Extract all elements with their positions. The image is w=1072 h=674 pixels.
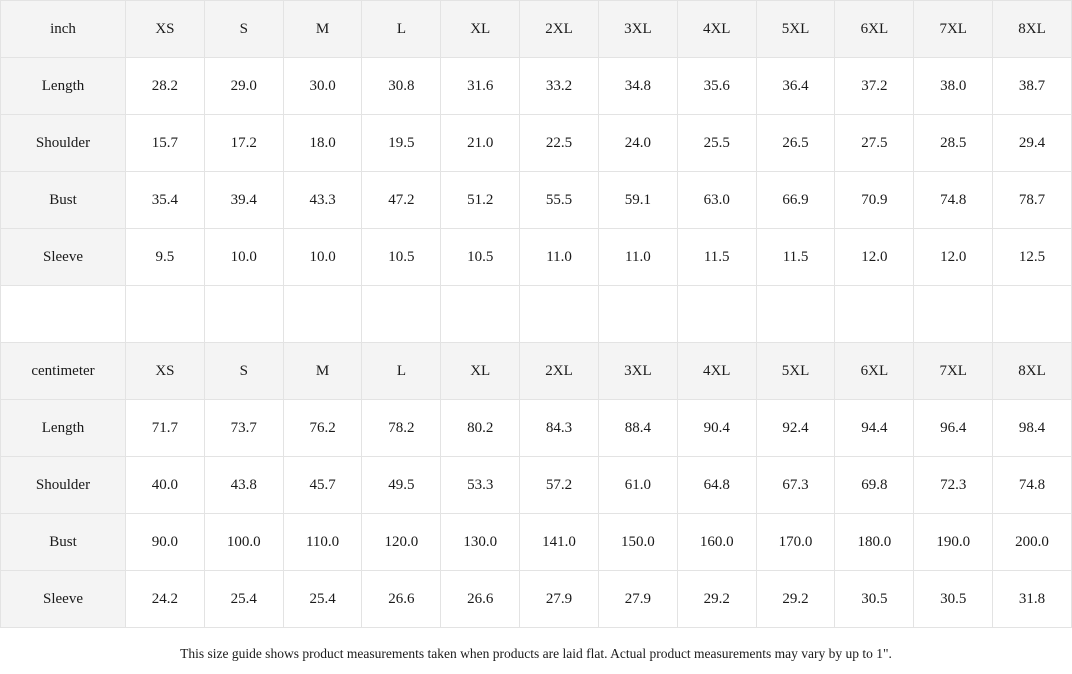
cell: 12.5 xyxy=(993,229,1072,286)
cell: 27.9 xyxy=(598,571,677,628)
cell: 110.0 xyxy=(283,514,362,571)
cell: 34.8 xyxy=(598,58,677,115)
cell: 90.4 xyxy=(677,400,756,457)
cell: 170.0 xyxy=(756,514,835,571)
cell: 190.0 xyxy=(914,514,993,571)
cell: 30.0 xyxy=(283,58,362,115)
cell: 78.7 xyxy=(993,172,1072,229)
cell: 59.1 xyxy=(598,172,677,229)
cell: 30.8 xyxy=(362,58,441,115)
cm-size-header: 2XL xyxy=(520,343,599,400)
cell: 74.8 xyxy=(914,172,993,229)
row-label: Bust xyxy=(1,172,126,229)
cell: 29.4 xyxy=(993,115,1072,172)
cell: 11.0 xyxy=(520,229,599,286)
cell: 49.5 xyxy=(362,457,441,514)
cell: 11.5 xyxy=(756,229,835,286)
cell: 29.2 xyxy=(756,571,835,628)
cell: 36.4 xyxy=(756,58,835,115)
cm-size-header: M xyxy=(283,343,362,400)
cell: 200.0 xyxy=(993,514,1072,571)
cell: 30.5 xyxy=(914,571,993,628)
cell: 29.0 xyxy=(204,58,283,115)
cell: 22.5 xyxy=(520,115,599,172)
section-spacer-row xyxy=(1,286,1072,343)
inch-size-header: 2XL xyxy=(520,1,599,58)
cell: 55.5 xyxy=(520,172,599,229)
cm-size-header: 4XL xyxy=(677,343,756,400)
cell: 35.6 xyxy=(677,58,756,115)
table-row xyxy=(1,457,1072,514)
cell: 19.5 xyxy=(362,115,441,172)
table-row xyxy=(1,58,1072,115)
cell: 28.5 xyxy=(914,115,993,172)
cell: 37.2 xyxy=(835,58,914,115)
inch-size-header: M xyxy=(283,1,362,58)
cm-size-header: XS xyxy=(126,343,205,400)
cell: 21.0 xyxy=(441,115,520,172)
cell: 78.2 xyxy=(362,400,441,457)
cm-size-header: 6XL xyxy=(835,343,914,400)
row-label: Shoulder xyxy=(1,115,126,172)
spacer-cell xyxy=(598,286,677,343)
cell: 47.2 xyxy=(362,172,441,229)
cell: 71.7 xyxy=(126,400,205,457)
cell: 10.0 xyxy=(204,229,283,286)
cell: 100.0 xyxy=(204,514,283,571)
cell: 25.4 xyxy=(283,571,362,628)
cell: 40.0 xyxy=(126,457,205,514)
cell: 31.6 xyxy=(441,58,520,115)
table-row xyxy=(1,571,1072,628)
cell: 39.4 xyxy=(204,172,283,229)
centimeter-header-row xyxy=(1,343,1072,400)
cm-size-header: 3XL xyxy=(598,343,677,400)
cell: 61.0 xyxy=(598,457,677,514)
cell: 15.7 xyxy=(126,115,205,172)
spacer-cell xyxy=(993,286,1072,343)
cell: 64.8 xyxy=(677,457,756,514)
cell: 27.5 xyxy=(835,115,914,172)
spacer-cell xyxy=(756,286,835,343)
cell: 180.0 xyxy=(835,514,914,571)
cell: 51.2 xyxy=(441,172,520,229)
table-row xyxy=(1,400,1072,457)
spacer-cell xyxy=(126,286,205,343)
spacer-cell xyxy=(1,286,126,343)
cell: 10.5 xyxy=(441,229,520,286)
cell: 141.0 xyxy=(520,514,599,571)
cell: 73.7 xyxy=(204,400,283,457)
cell: 38.0 xyxy=(914,58,993,115)
inch-size-header: 7XL xyxy=(914,1,993,58)
inch-size-header: 4XL xyxy=(677,1,756,58)
cell: 11.5 xyxy=(677,229,756,286)
spacer-cell xyxy=(204,286,283,343)
table-row xyxy=(1,229,1072,286)
cell: 53.3 xyxy=(441,457,520,514)
cell: 84.3 xyxy=(520,400,599,457)
cell: 43.8 xyxy=(204,457,283,514)
inch-size-header: 6XL xyxy=(835,1,914,58)
cell: 94.4 xyxy=(835,400,914,457)
spacer-cell xyxy=(520,286,599,343)
cell: 69.8 xyxy=(835,457,914,514)
row-label: Shoulder xyxy=(1,457,126,514)
cell: 43.3 xyxy=(283,172,362,229)
cell: 29.2 xyxy=(677,571,756,628)
cell: 130.0 xyxy=(441,514,520,571)
table-row xyxy=(1,514,1072,571)
cell: 63.0 xyxy=(677,172,756,229)
cell: 70.9 xyxy=(835,172,914,229)
cell: 72.3 xyxy=(914,457,993,514)
cell: 12.0 xyxy=(914,229,993,286)
cell: 90.0 xyxy=(126,514,205,571)
cell: 25.4 xyxy=(204,571,283,628)
cell: 88.4 xyxy=(598,400,677,457)
size-guide-footnote: This size guide shows product measurements taken when products are laid flat. Actual product measurements may vary by up to 1". xyxy=(180,646,892,661)
cell: 18.0 xyxy=(283,115,362,172)
cell: 31.8 xyxy=(993,571,1072,628)
inch-size-header: XL xyxy=(441,1,520,58)
cell: 38.7 xyxy=(993,58,1072,115)
cm-size-header: S xyxy=(204,343,283,400)
inch-size-header: L xyxy=(362,1,441,58)
inch-header-row xyxy=(1,1,1072,58)
cell: 9.5 xyxy=(126,229,205,286)
inch-unit-label: inch xyxy=(1,1,126,58)
cell: 92.4 xyxy=(756,400,835,457)
cell: 27.9 xyxy=(520,571,599,628)
cell: 17.2 xyxy=(204,115,283,172)
cell: 12.0 xyxy=(835,229,914,286)
cell: 76.2 xyxy=(283,400,362,457)
cell: 24.0 xyxy=(598,115,677,172)
inch-size-header: S xyxy=(204,1,283,58)
cell: 10.5 xyxy=(362,229,441,286)
cm-size-header: 7XL xyxy=(914,343,993,400)
cell: 67.3 xyxy=(756,457,835,514)
cell: 96.4 xyxy=(914,400,993,457)
cell: 160.0 xyxy=(677,514,756,571)
cell: 45.7 xyxy=(283,457,362,514)
cell: 24.2 xyxy=(126,571,205,628)
spacer-cell xyxy=(362,286,441,343)
table-row xyxy=(1,115,1072,172)
inch-size-header: 5XL xyxy=(756,1,835,58)
cell: 33.2 xyxy=(520,58,599,115)
cell: 98.4 xyxy=(993,400,1072,457)
inch-size-header: 8XL xyxy=(993,1,1072,58)
spacer-cell xyxy=(835,286,914,343)
row-label: Length xyxy=(1,58,126,115)
cell: 80.2 xyxy=(441,400,520,457)
cell: 66.9 xyxy=(756,172,835,229)
centimeter-unit-label: centimeter xyxy=(1,343,126,400)
row-label: Sleeve xyxy=(1,229,126,286)
spacer-cell xyxy=(677,286,756,343)
cell: 26.5 xyxy=(756,115,835,172)
spacer-cell xyxy=(914,286,993,343)
spacer-cell xyxy=(283,286,362,343)
cell: 11.0 xyxy=(598,229,677,286)
cell: 25.5 xyxy=(677,115,756,172)
cell: 26.6 xyxy=(441,571,520,628)
inch-size-header: 3XL xyxy=(598,1,677,58)
spacer-cell xyxy=(441,286,520,343)
cell: 26.6 xyxy=(362,571,441,628)
cm-size-header: L xyxy=(362,343,441,400)
table-row xyxy=(1,172,1072,229)
cm-size-header: 5XL xyxy=(756,343,835,400)
inch-size-header: XS xyxy=(126,1,205,58)
cell: 150.0 xyxy=(598,514,677,571)
cell: 35.4 xyxy=(126,172,205,229)
cell: 57.2 xyxy=(520,457,599,514)
cell: 28.2 xyxy=(126,58,205,115)
row-label: Sleeve xyxy=(1,571,126,628)
cell: 10.0 xyxy=(283,229,362,286)
row-label: Bust xyxy=(1,514,126,571)
cell: 120.0 xyxy=(362,514,441,571)
cm-size-header: 8XL xyxy=(993,343,1072,400)
cm-size-header: XL xyxy=(441,343,520,400)
row-label: Length xyxy=(1,400,126,457)
cell: 74.8 xyxy=(993,457,1072,514)
cell: 30.5 xyxy=(835,571,914,628)
